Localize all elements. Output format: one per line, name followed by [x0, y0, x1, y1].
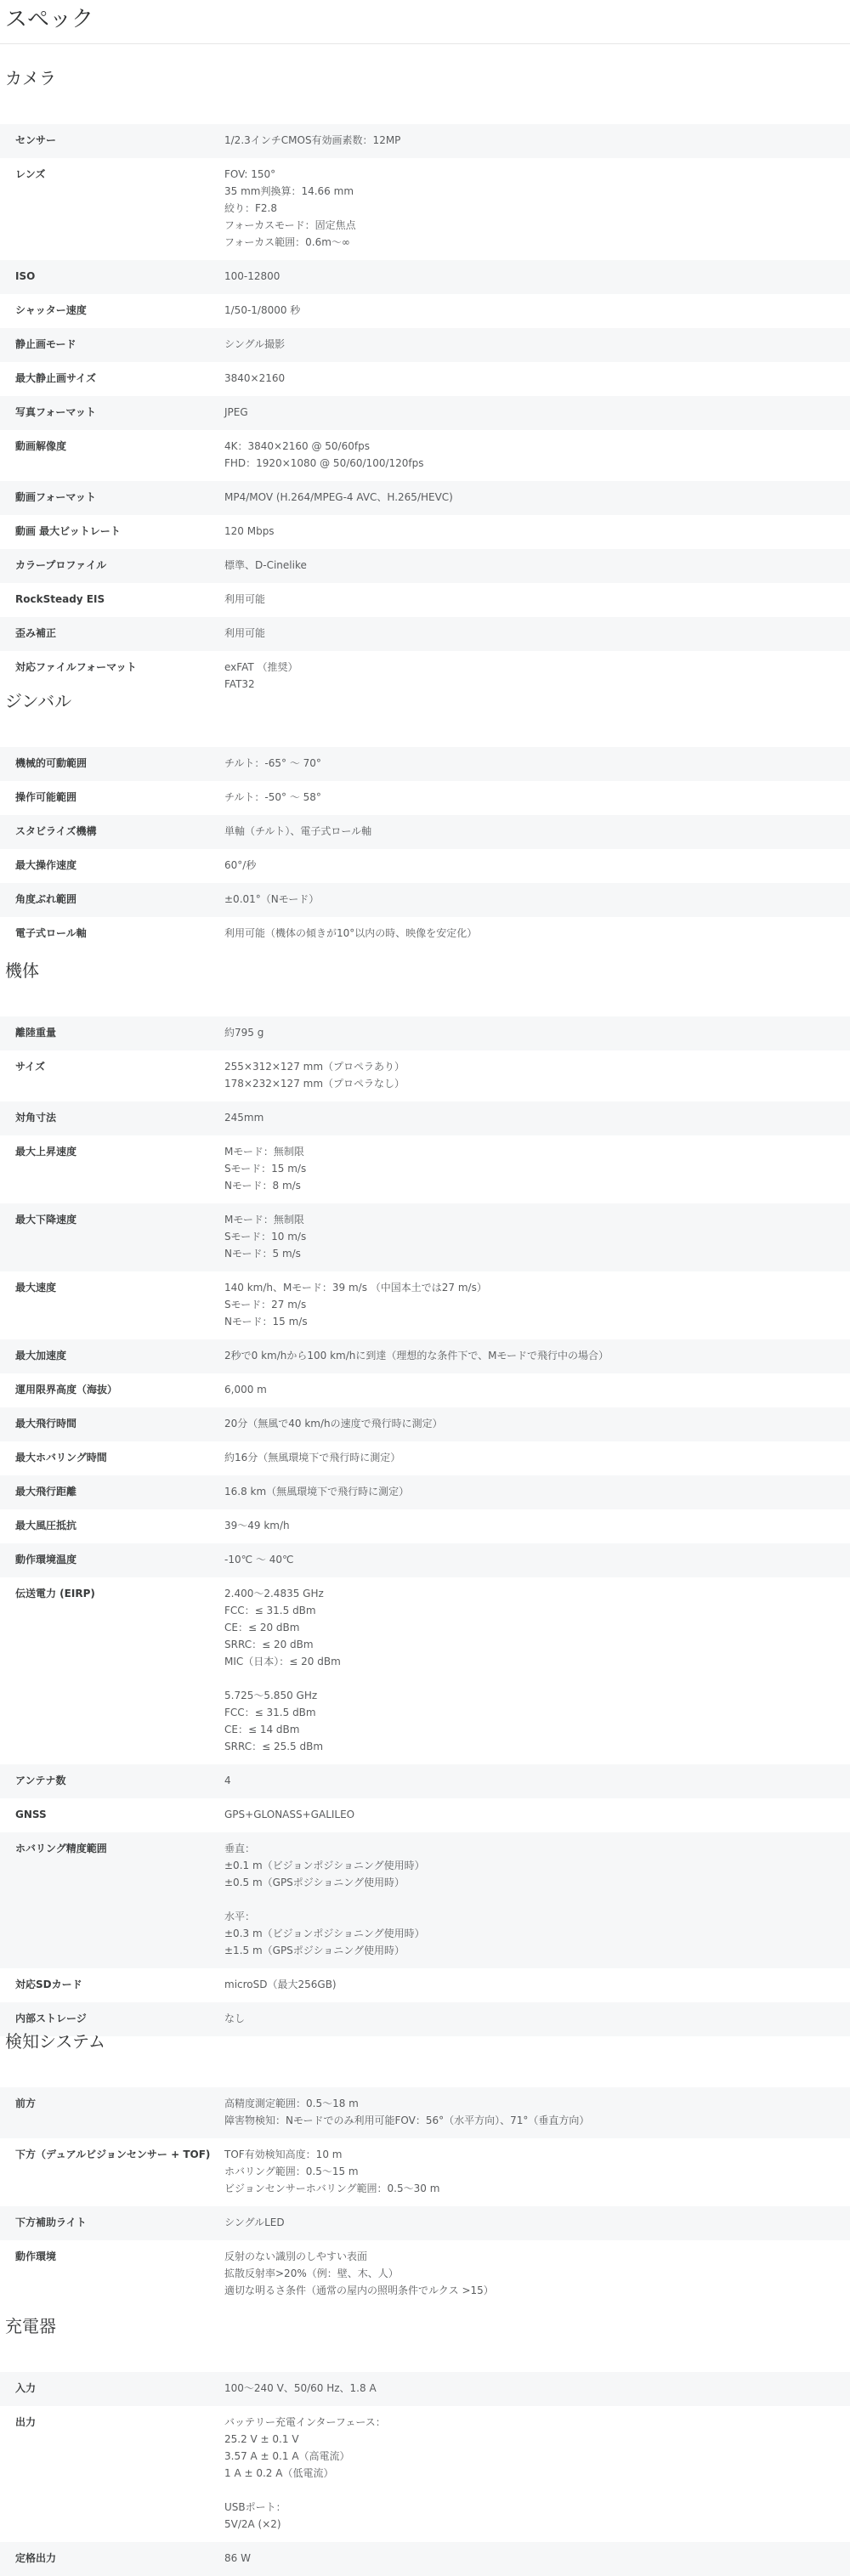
- spec-row: [0, 515, 850, 549]
- spec-value: 1/2.3インチCMOS有効画素数：12MP: [224, 134, 401, 146]
- spec-value: 利用可能: [224, 627, 266, 639]
- spec-label: 最大下降速度: [15, 1214, 77, 1226]
- spec-value: 20分（無風で40 km/hの速度で飛行時に測定）: [224, 1418, 443, 1430]
- spec-value: 60°/秒: [224, 859, 257, 871]
- spec-row: [0, 549, 850, 583]
- spec-value: 4: [224, 1775, 231, 1786]
- spec-row: [0, 781, 850, 815]
- spec-row: [0, 1832, 850, 1968]
- spec-row: [0, 1135, 850, 1203]
- spec-value: チルト：-65° 〜 70°: [224, 757, 321, 769]
- spec-label: レンズ: [15, 168, 46, 180]
- spec-label: 動画フォーマット: [15, 491, 96, 503]
- spec-table: [0, 2087, 850, 2308]
- spec-value: exFAT （推奨） FAT32: [224, 661, 298, 690]
- spec-label: 最大飛行距離: [15, 1486, 77, 1497]
- spec-label: スタビライズ機構: [15, 825, 97, 837]
- spec-label: カラープロファイル: [15, 559, 107, 571]
- spec-value: -10℃ 〜 40℃: [224, 1554, 294, 1565]
- spec-row: [0, 883, 850, 917]
- spec-row: [0, 1577, 850, 1764]
- section-title: 検知システム: [5, 2031, 105, 2052]
- spec-table: [0, 1016, 850, 2036]
- spec-row: [0, 1968, 850, 2002]
- spec-label: 機械的可動範囲: [15, 757, 88, 769]
- spec-label: サイズ: [15, 1061, 46, 1073]
- spec-row: [0, 1543, 850, 1577]
- section-aircraft: [0, 959, 850, 2036]
- spec-label: 動画解像度: [15, 440, 67, 452]
- spec-value: Mモード：無制限 Sモード：15 m/s Nモード：8 m/s: [224, 1146, 307, 1192]
- section-camera: [0, 66, 850, 702]
- spec-row: [0, 1475, 850, 1509]
- spec-value: 利用可能: [224, 593, 266, 605]
- spec-row: [0, 2087, 850, 2138]
- spec-label: アンテナ数: [15, 1775, 66, 1786]
- spec-label: 最大静止画サイズ: [15, 372, 97, 384]
- spec-label: ホバリング精度範囲: [15, 1843, 107, 1854]
- spec-value: 標準、D-Cinelike: [224, 559, 307, 571]
- spec-label: 動作環境温度: [15, 1554, 77, 1565]
- spec-table: [0, 2372, 850, 2576]
- spec-label: シャッター速度: [15, 304, 87, 316]
- spec-table: [0, 747, 850, 951]
- spec-label: 前方: [15, 2098, 37, 2109]
- spec-label: 最大操作速度: [15, 859, 77, 871]
- spec-value: 高精度測定範囲：0.5〜18 m 障害物検知：Nモードでのみ利用可能FOV：56°（水平方向）、71°（垂直方向）: [224, 2098, 590, 2126]
- spec-row: [0, 1798, 850, 1832]
- spec-label: 最大ホバリング時間: [15, 1452, 107, 1464]
- spec-row: [0, 917, 850, 951]
- spec-value: FOV: 150° 35 mm判換算：14.66 mm 絞り：F2.8 フォーカスモード：固定焦点 フォーカス範囲：0.6m〜∞: [224, 168, 356, 248]
- spec-row: [0, 1373, 850, 1407]
- spec-label: 動画 最大ビットレート: [15, 525, 121, 537]
- spec-label: 伝送電力 (EIRP): [15, 1588, 95, 1599]
- spec-value: 3840×2160: [224, 372, 286, 384]
- spec-label: 歪み補正: [15, 627, 57, 639]
- spec-value: Mモード：無制限 Sモード：10 m/s Nモード：5 m/s: [224, 1214, 307, 1260]
- spec-row: [0, 396, 850, 430]
- spec-value: 単軸（チルト）、電子式ロール軸: [224, 825, 372, 837]
- spec-value: 利用可能（機体の傾きが10°以内の時、映像を安定化）: [224, 927, 478, 939]
- spec-value: なし: [224, 2013, 246, 2024]
- spec-label: 下方（デュアルビジョンセンサー + TOF): [15, 2149, 211, 2160]
- spec-row: [0, 1016, 850, 1050]
- spec-value: MP4/MOV (H.264/MPEG-4 AVC、H.265/HEVC): [224, 491, 453, 503]
- spec-label: 最大上昇速度: [15, 1146, 77, 1158]
- spec-value: シングルLED: [224, 2216, 285, 2228]
- spec-label: 写真フォーマット: [15, 406, 96, 418]
- spec-label: 離陸重量: [15, 1027, 57, 1039]
- spec-label: 入力: [15, 2382, 37, 2394]
- spec-label: GNSS: [15, 1809, 47, 1820]
- spec-label: 角度ぶれ範囲: [15, 893, 77, 905]
- spec-value: チルト：-50° 〜 58°: [224, 791, 321, 803]
- spec-label: 運用限界高度（海抜）: [15, 1384, 118, 1396]
- spec-label: 対応SDカード: [15, 1979, 82, 1990]
- spec-row: [0, 430, 850, 481]
- spec-value: 100-12800: [224, 270, 280, 282]
- spec-row: [0, 2240, 850, 2308]
- spec-label: 下方補助ライト: [15, 2216, 87, 2228]
- spec-label: 最大風圧抵抗: [15, 1520, 77, 1531]
- spec-row: [0, 583, 850, 617]
- spec-value: 255×312×127 mm（プロペラあり） 178×232×127 mm（プロペラなし）: [224, 1061, 405, 1090]
- spec-value: TOF有効検知高度：10 m ホバリング範囲：0.5〜15 m ビジョンセンサーホバリング範囲：0.5〜30 m: [224, 2149, 440, 2194]
- spec-value: 140 km/h、Mモード：39 m/s （中国本土では27 m/s） Sモード：27 m/s Nモード：15 m/s: [224, 1282, 487, 1328]
- spec-label: 静止画モード: [15, 338, 76, 350]
- spec-value: 16.8 km（無風環境下で飛行時に測定）: [224, 1486, 410, 1497]
- spec-value: 垂直： ±0.1 m（ビジョンポジショニング使用時） ±0.5 m（GPSポジショニング使用時） 水平： ±0.3 m（ビジョンポジショニング使用時） ±1.5 m（GPSポジショニング使用時）: [224, 1843, 425, 1956]
- spec-value: 2.400〜2.4835 GHz FCC：≤ 31.5 dBm CE：≤ 20 dBm SRRC：≤ 20 dBm MIC（日本）：≤ 20 dBm 5.725〜5.850 GHz FCC：≤ 31.5 dBm CE：≤ 14 dBm SRRC：≤ 25.5 dBm: [224, 1588, 341, 1752]
- spec-row: [0, 747, 850, 781]
- section-sensing-system: [0, 2030, 850, 2308]
- spec-row: [0, 2372, 850, 2406]
- spec-row: [0, 124, 850, 158]
- spec-label: 出力: [15, 2416, 37, 2428]
- spec-row: [0, 1271, 850, 1339]
- spec-value: 120 Mbps: [224, 525, 275, 537]
- spec-value: GPS+GLONASS+GALILEO: [224, 1809, 355, 1820]
- spec-row: [0, 2406, 850, 2542]
- spec-label: 動作環境: [15, 2250, 57, 2262]
- spec-row: [0, 362, 850, 396]
- spec-label: RockSteady EIS: [15, 593, 105, 605]
- spec-row: [0, 158, 850, 260]
- section-title: 充電器: [5, 2316, 56, 2336]
- spec-value: 反射のない識別のしやすい表面 拡散反射率>20%（例：壁、木、人） 適切な明るさ条件（通常の屋内の照明条件でルクス >15）: [224, 2250, 494, 2296]
- spec-label: ISO: [15, 270, 36, 282]
- spec-label: 内部ストレージ: [15, 2013, 87, 2024]
- spec-label: 最大飛行時間: [15, 1418, 77, 1430]
- section-title: ジンバル: [5, 691, 72, 711]
- spec-row: [0, 1441, 850, 1475]
- page-title: スペック: [5, 7, 94, 32]
- spec-row: [0, 481, 850, 515]
- spec-row: [0, 260, 850, 294]
- spec-value: 6,000 m: [224, 1384, 267, 1396]
- section-gimbal: [0, 689, 850, 951]
- spec-row: [0, 2138, 850, 2206]
- spec-label: 対角寸法: [15, 1112, 57, 1124]
- spec-value: 2秒で0 km/hから100 km/hに到達（理想的な条件下で、Mモードで飛行中の場合）: [224, 1350, 609, 1362]
- spec-row: [0, 1339, 850, 1373]
- spec-value: 1/50-1/8000 秒: [224, 304, 301, 316]
- spec-value: 245mm: [224, 1112, 264, 1124]
- spec-row: [0, 1509, 850, 1543]
- spec-label: センサー: [15, 134, 57, 146]
- spec-label: 定格出力: [15, 2552, 57, 2564]
- spec-row: [0, 1764, 850, 1798]
- spec-label: 電子式ロール軸: [15, 927, 87, 939]
- spec-value: 4K：3840×2160 @ 50/60fps FHD：1920×1080 @ 50/60/100/120fps: [224, 440, 424, 469]
- spec-table: [0, 124, 850, 702]
- spec-value: 39〜49 km/h: [224, 1520, 290, 1531]
- title-divider: [0, 43, 850, 44]
- spec-row: [0, 2542, 850, 2576]
- spec-row: [0, 1203, 850, 1271]
- spec-value: バッテリー充電インターフェース： 25.2 V ± 0.1 V 3.57 A ± 0.1 A（高電流） 1 A ± 0.2 A（低電流） USBポート： 5V/2A (×2): [224, 2416, 386, 2530]
- spec-row: [0, 1050, 850, 1101]
- spec-label: 対応ファイルフォーマット: [15, 661, 137, 673]
- spec-row: [0, 1101, 850, 1135]
- spec-value: ±0.01°（Nモード）: [224, 893, 320, 905]
- spec-row: [0, 815, 850, 849]
- section-charger: [0, 2314, 850, 2576]
- spec-label: 最大速度: [15, 1282, 57, 1294]
- section-title: カメラ: [5, 68, 56, 88]
- spec-row: [0, 849, 850, 883]
- spec-row: [0, 294, 850, 328]
- spec-value: 約16分（無風環境下で飛行時に測定）: [224, 1452, 401, 1464]
- spec-row: [0, 1407, 850, 1441]
- spec-row: [0, 2206, 850, 2240]
- spec-label: 最大加速度: [15, 1350, 67, 1362]
- spec-value: microSD（最大256GB): [224, 1979, 337, 1990]
- spec-label: 操作可能範囲: [15, 791, 77, 803]
- spec-value: シングル撮影: [224, 338, 286, 350]
- spec-value: 100〜240 V、50/60 Hz、1.8 A: [224, 2382, 377, 2394]
- spec-row: [0, 328, 850, 362]
- spec-row: [0, 617, 850, 651]
- section-title: 機体: [5, 960, 39, 981]
- spec-value: 約795 g: [224, 1027, 264, 1039]
- spec-value: 86 W: [224, 2552, 251, 2564]
- spec-value: JPEG: [224, 406, 248, 418]
